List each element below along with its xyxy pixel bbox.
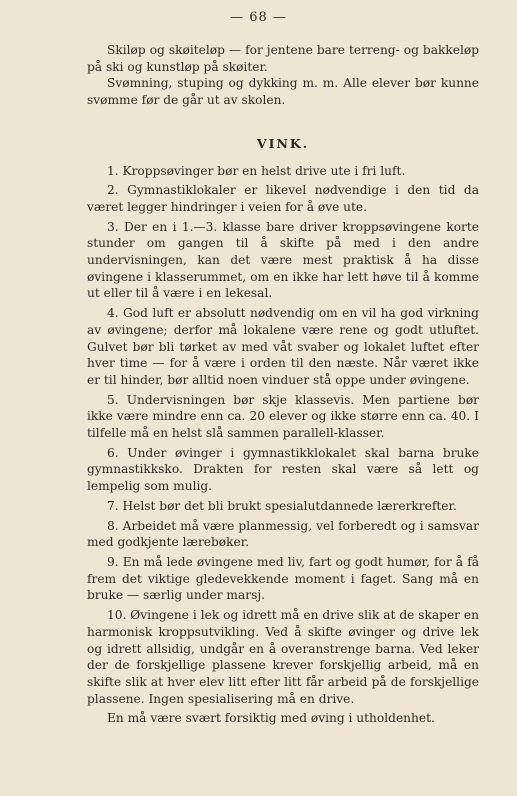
advice-item: 9. En må lede øvingene med liv, fart og godt humør, for å få frem det viktige gledevekkende moment i faget. Sang må en bruke — særlig under marsj. — [87, 554, 479, 603]
advice-item: 6. Under øvinger i gymnastikklokalet skal barna bruke gymnastikksko. Drakten for resten skal være så lett og lempelig som mulig. — [87, 445, 479, 494]
advice-item: 4. God luft er absolutt nødvendig om en vil ha god virkning av øvingene; derfor må lokalene være rene og godt utluftet. Gulvet bør bli tørket av med våt svaber og lokalet luftet efter hver time — for å være i orden til den næste. Når været ikke er til hinder, bør alltid noen vinduer stå oppe under øvingene. — [87, 306, 479, 387]
advice-item: 8. Arbeidet må være planmessig, vel forberedt og i samsvar med godkjente lærebøker. — [87, 518, 479, 550]
advice-item: En må være svært forsiktig med øving i utholdenhet. — [107, 711, 435, 726]
advice-item: 5. Undervisningen bør skje klassevis. Men partiene bør ikke være mindre enn ca. 20 elever og ikke større enn ca. 40. I tilfelle må en helst slå sammen parallell-klasser. — [87, 392, 479, 441]
advice-item: 1. Kroppsøvinger bør en helst drive ute i fri luft. — [107, 163, 406, 178]
advice-list — [87, 163, 479, 728]
intro-paragraph: Svømning, stuping og dykking m. m. Alle elever bør kunne svømme før de går ut av skolen. — [87, 76, 479, 108]
page-body — [87, 42, 479, 727]
advice-item: 3. Der en i 1.—3. klasse bare driver kroppsøvingene korte stunder om gangen til å skifte på med i den andre undervisningen, kan det være mest praktisk å ha disse øvingene i klasserummet, om en ikke har lett høve til å komme ut eller til å være i en lekesal. — [87, 219, 479, 301]
page-number: — 68 — — [230, 10, 287, 25]
advice-item: 2. Gymnastiklokaler er likevel nødvendige i den tid da været legger hindringer i veien for å øve ute. — [87, 183, 479, 214]
advice-item: 10. Øvingene i lek og idrett må en drive slik at de skaper en harmonisk kroppsutvikling. Ved å skifte øvinger og drive lek og idrett allsidig, undgår en å overanstrenge barna. Ved leker der de forskjellige plassene krever forskjellig arbeid, må en skifte slik at hver elev litt efter litt får arbeid på de forskjellige plassene. Ingen spesialisering må en drive. — [87, 608, 479, 706]
advice-item: 7. Helst bør det bli brukt spesialutdannede lærerkrefter. — [107, 498, 457, 513]
intro-paragraph: Skiløp og skøiteløp — for jentene bare terreng- og bakkeløp på ski og kunstløp på skøiter. — [87, 43, 479, 74]
section-heading: VINK. — [256, 135, 310, 151]
